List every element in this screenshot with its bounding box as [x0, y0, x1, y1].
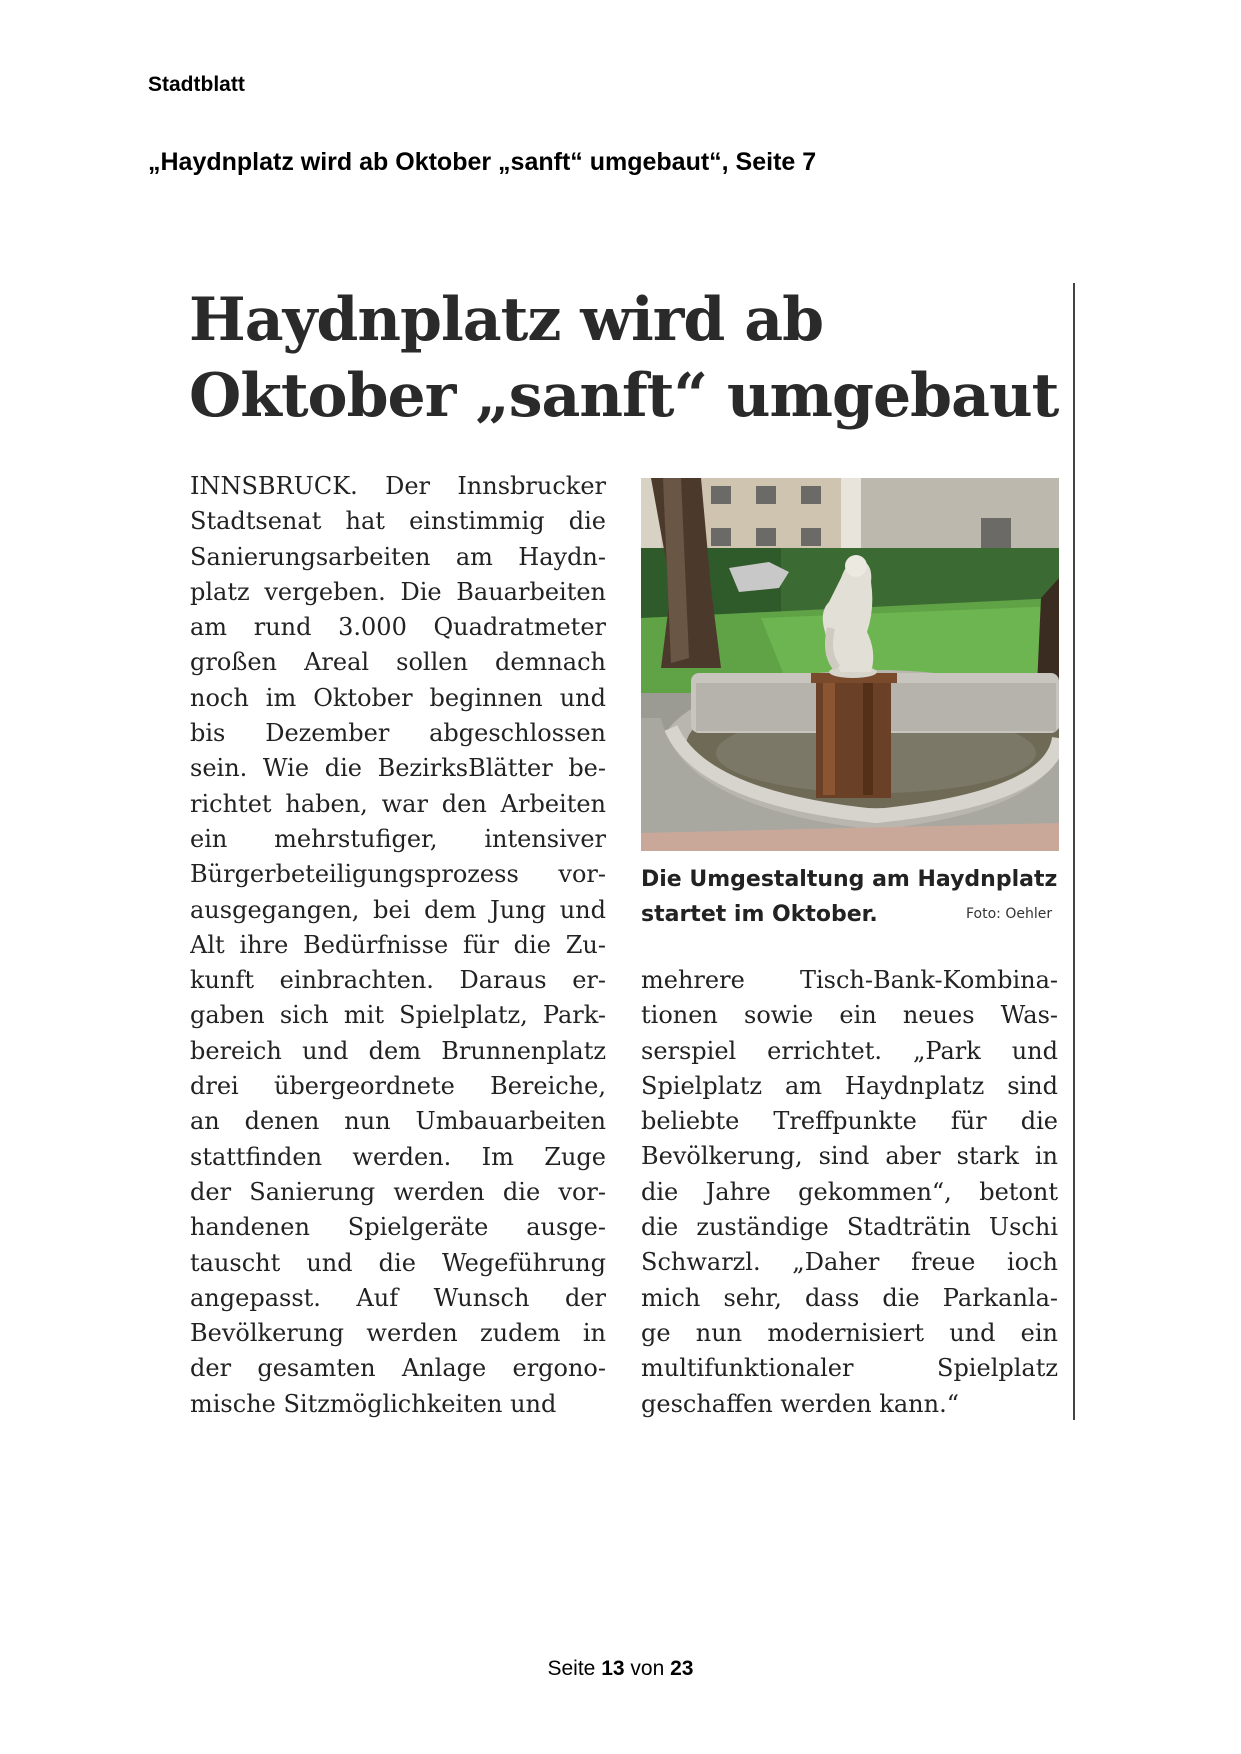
- right_column-line: die Jahre gekommen“, betont: [641, 1177, 1058, 1206]
- photo-credit: Foto: Oehler: [966, 906, 1053, 922]
- right_column-line: Schwarzl. „Daher freue ioch: [641, 1248, 1058, 1277]
- right_column-line: tionen sowie ein neues Was-: [641, 1001, 1058, 1030]
- left_column-line: bis Dezember abgeschlossen: [190, 719, 606, 748]
- page-separator: von: [630, 1657, 665, 1680]
- page-prefix: Seite: [547, 1657, 596, 1680]
- headline-line-1: Haydnplatz wird ab: [189, 285, 824, 355]
- total-pages: 23: [670, 1657, 694, 1680]
- clipping-title: „Haydnplatz wird ab Oktober „sanft“ umgebaut“, Seite 7: [148, 148, 817, 176]
- article-left-column: [190, 469, 606, 1422]
- left_column-line: Bevölkerung werden zudem in: [190, 1319, 606, 1348]
- left_column-line: tauscht und die Wegeführung: [190, 1248, 606, 1277]
- right_column-line: serspiel errichtet. „Park und: [641, 1036, 1058, 1065]
- left_column-line: der gesamten Anlage ergono-: [190, 1354, 606, 1383]
- right_column-line: Bevölkerung, sind aber stark in: [641, 1142, 1058, 1171]
- left_column-line: angepasst. Auf Wunsch der: [190, 1283, 606, 1312]
- article-headline: [189, 282, 1069, 434]
- current-page: 13: [601, 1657, 625, 1680]
- left_column-line: ausgegangen, bei dem Jung und: [190, 895, 606, 924]
- caption-line-1: Die Umgestaltung am Haydnplatz: [641, 867, 1058, 892]
- publication-name: Stadtblatt: [148, 73, 245, 96]
- right_column-line: multifunktionaler Spielplatz: [641, 1354, 1058, 1383]
- left_column-line: großen Areal sollen demnach: [190, 648, 606, 677]
- left_column-line: drei übergeordnete Bereiche,: [190, 1072, 606, 1101]
- right_column-line: die zuständige Stadträtin Uschi: [641, 1213, 1058, 1242]
- caption-line-2: startet im Oktober.: [641, 902, 878, 927]
- right_column-line: mich sehr, dass die Parkanla-: [641, 1283, 1058, 1312]
- right_column-line: geschaffen werden kann.“: [641, 1389, 959, 1418]
- column-rule: [1073, 283, 1075, 1420]
- left_column-line: der Sanierung werden die vor-: [190, 1177, 606, 1206]
- left_column-line: platz vergeben. Die Bauarbeiten: [190, 577, 606, 606]
- left_column-line: noch im Oktober beginnen und: [190, 683, 606, 712]
- right_column-line: beliebte Treffpunkte für die: [641, 1107, 1058, 1136]
- left_column-line: kunft einbrachten. Daraus er-: [190, 966, 606, 995]
- left_column-line: an denen nun Umbauarbeiten: [190, 1107, 606, 1136]
- article-right-column: [641, 963, 1058, 1422]
- left_column-line: Bürgerbeteiligungsprozess vor-: [190, 860, 606, 889]
- left_column-line: bereich und dem Brunnenplatz: [190, 1036, 606, 1065]
- right_column-line: mehrere Tisch-Bank-Kombina-: [641, 966, 1058, 994]
- left_column-line: ein mehrstufiger, intensiver: [190, 824, 606, 853]
- left_column-line: am rund 3.000 Quadratmeter: [190, 613, 606, 642]
- left_column-line: Sanierungsarbeiten am Haydn-: [190, 542, 606, 571]
- left_column-line: sein. Wie die BezirksBlätter be-: [190, 754, 606, 783]
- left_column-line: richtet haben, war den Arbeiten: [190, 789, 606, 818]
- left_column-line: mische Sitzmöglichkeiten und: [190, 1389, 557, 1418]
- left_column-line: handenen Spielgeräte ausge-: [190, 1213, 606, 1242]
- left_column-line: gaben sich mit Spielplatz, Park-: [190, 1001, 606, 1030]
- left_column-line: Stadtsenat hat einstimmig die: [190, 507, 606, 536]
- right_column-line: ge nun modernisiert und ein: [641, 1318, 1058, 1347]
- right_column-line: Spielplatz am Haydnplatz sind: [641, 1071, 1058, 1100]
- left_column-line: Alt ihre Bedürfnisse für die Zu-: [190, 930, 606, 959]
- article-photo: [641, 478, 1059, 851]
- left_column-line: stattfinden werden. Im Zuge: [190, 1142, 606, 1171]
- headline-line-2: Oktober „sanft“ umgebaut: [189, 361, 1059, 431]
- left_column-line: INNSBRUCK. Der Innsbrucker: [190, 472, 606, 500]
- page-number: [0, 1657, 1241, 1681]
